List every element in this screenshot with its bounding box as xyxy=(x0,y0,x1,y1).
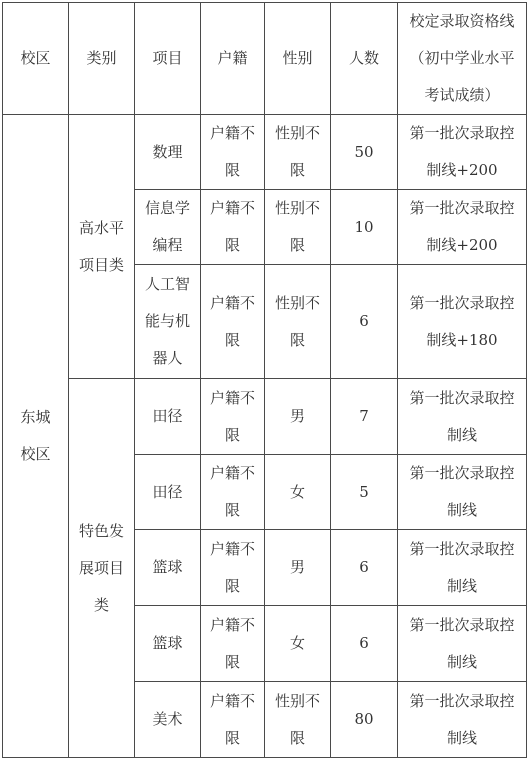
threshold-cell: 第一批次录取控制线+200 xyxy=(398,115,527,190)
hukou-cell: 户籍不限 xyxy=(201,455,265,530)
hukou-cell: 户籍不限 xyxy=(201,606,265,682)
threshold-cell: 第一批次录取控制线+180 xyxy=(398,265,527,379)
header-row xyxy=(3,3,527,115)
gender-cell: 女 xyxy=(265,606,331,682)
count-cell: 10 xyxy=(331,190,398,265)
count-cell: 5 xyxy=(331,455,398,530)
threshold-cell: 第一批次录取控制线 xyxy=(398,379,527,455)
header-gender: 性别 xyxy=(265,3,331,115)
header-threshold: 校定录取资格线（初中学业水平考试成绩） xyxy=(398,3,527,115)
hukou-cell: 户籍不限 xyxy=(201,115,265,190)
count-cell: 7 xyxy=(331,379,398,455)
gender-cell: 性别不限 xyxy=(265,682,331,758)
gender-cell: 男 xyxy=(265,530,331,606)
project-cell: 人工智能与机器人 xyxy=(135,265,201,379)
hukou-cell: 户籍不限 xyxy=(201,265,265,379)
threshold-cell: 第一批次录取控制线 xyxy=(398,682,527,758)
gender-cell: 男 xyxy=(265,379,331,455)
hukou-cell: 户籍不限 xyxy=(201,530,265,606)
gender-cell: 女 xyxy=(265,455,331,530)
header-campus: 校区 xyxy=(3,3,69,115)
count-cell: 6 xyxy=(331,265,398,379)
header-category: 类别 xyxy=(69,3,135,115)
project-cell: 信息学编程 xyxy=(135,190,201,265)
category-cell: 特色发展项目类 xyxy=(69,379,135,758)
project-cell: 美术 xyxy=(135,682,201,758)
hukou-cell: 户籍不限 xyxy=(201,379,265,455)
category-cell: 高水平项目类 xyxy=(69,115,135,379)
header-count: 人数 xyxy=(331,3,398,115)
campus-cell: 东城校区 xyxy=(3,115,69,758)
project-cell: 篮球 xyxy=(135,606,201,682)
project-cell: 田径 xyxy=(135,455,201,530)
threshold-cell: 第一批次录取控制线 xyxy=(398,455,527,530)
project-cell: 篮球 xyxy=(135,530,201,606)
admission-table xyxy=(2,2,527,758)
project-cell: 田径 xyxy=(135,379,201,455)
threshold-cell: 第一批次录取控制线 xyxy=(398,530,527,606)
header-hukou: 户籍 xyxy=(201,3,265,115)
gender-cell: 性别不限 xyxy=(265,265,331,379)
count-cell: 80 xyxy=(331,682,398,758)
count-cell: 50 xyxy=(331,115,398,190)
hukou-cell: 户籍不限 xyxy=(201,190,265,265)
threshold-cell: 第一批次录取控制线 xyxy=(398,606,527,682)
gender-cell: 性别不限 xyxy=(265,115,331,190)
count-cell: 6 xyxy=(331,530,398,606)
table-row xyxy=(3,379,527,455)
project-cell: 数理 xyxy=(135,115,201,190)
threshold-cell: 第一批次录取控制线+200 xyxy=(398,190,527,265)
table-row xyxy=(3,115,527,190)
count-cell: 6 xyxy=(331,606,398,682)
header-project: 项目 xyxy=(135,3,201,115)
gender-cell: 性别不限 xyxy=(265,190,331,265)
hukou-cell: 户籍不限 xyxy=(201,682,265,758)
